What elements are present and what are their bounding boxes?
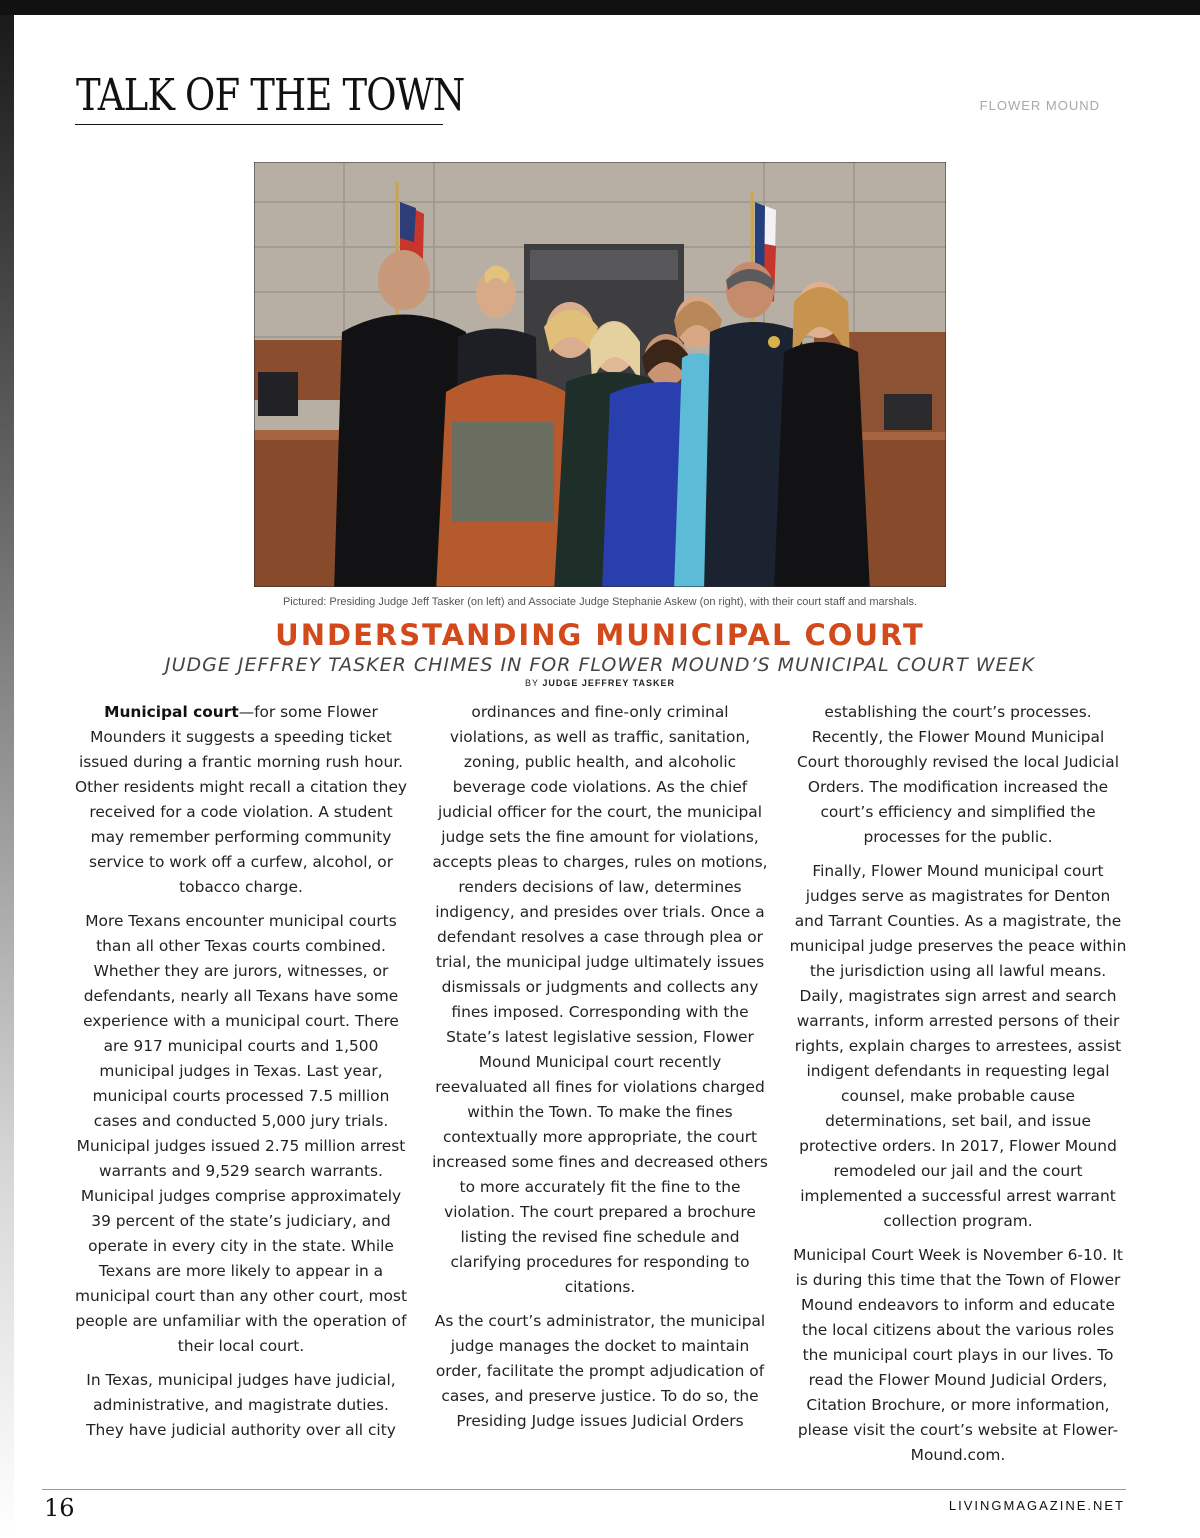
- paragraph-3: In Texas, municipal judges have judicial, administrative, and magistrate duties. They have judicial authority over all city: [86, 1371, 396, 1439]
- footer-website: LIVINGMAGAZINE.NET: [948, 1498, 1125, 1513]
- byline-author: JUDGE JEFFREY TASKER: [542, 678, 676, 688]
- paragraph-4: As the court’s administrator, the municipal judge manages the docket to maintain order, facilitate the prompt adjudication of cases, and preserve justice. To do so, the Presiding Judge issues Judicial Orders: [434, 1312, 766, 1430]
- title-underline: [75, 124, 443, 125]
- article-headline: UNDERSTANDING MUNICIPAL COURT: [275, 618, 925, 652]
- paragraph-5: Finally, Flower Mound municipal court judges serve as magistrates for Denton and Tarrant Counties. As a magistrate, the municipal judge preserves the peace within the jurisdiction using all lawful means. Daily, magistrates sign arrest and search warrants, inform arrested persons of their rights, explain charges to arrestees, assist indigent defendants in requesting legal counsel, make probable cause determinations, set bail, and issue protective orders. In 2017, Flower Mound remodeled our jail and the court implemented a successful arrest warrant collection program.: [789, 862, 1127, 1230]
- paragraph-1-body: —for some Flower Mounders it suggests a speeding ticket issued during a frantic morning rush hour. Other residents might recall a citation they received for a code violation. A student may remember performing community service to work off a curfew, alcohol, or tobacco charge.: [74, 703, 408, 896]
- article-column-1: [72, 700, 410, 1452]
- top-border: [0, 0, 1200, 15]
- byline-prefix: BY: [524, 678, 539, 688]
- footer-rule: [42, 1489, 1126, 1490]
- edition-label: FLOWER MOUND: [979, 98, 1100, 113]
- court-staff-photo: [254, 162, 946, 587]
- paragraph-6: Municipal Court Week is November 6-10. It is during this time that the Town of Flower Mound endeavors to inform and educate the local citizens about the various roles the municipal court plays in our lives. To read the Flower Mound Judicial Orders, Citation Brochure, or more information, please visit the court’s website at Flower-Mound.com.: [793, 1246, 1123, 1464]
- paragraph-continued: ordinances and fine-only criminal violations, as well as traffic, sanitation, zoning, public health, and alcoholic beverage code violations. As the chief judicial officer for the court, the municipal judge sets the fine amount for violations, accepts pleas to charges, rules on motions, renders decisions of law, determines indigency, and presides over trials. Once a defendant resolves a case through plea or trial, the municipal judge ultimately issues dismissals or judgments and collects any fines imposed. Corresponding with the State’s latest legislative session, Flower Mound Municipal court recently reevaluated all fines for violations charged within the Town. To make the fines contextually more appropriate, the court increased some fines and decreased others to more accurately fit the fine to the violation. The court prepared a brochure listing the revised fine schedule and clarifying procedures for responding to citations.: [432, 703, 768, 1296]
- page-edge-shadow: [0, 15, 14, 1538]
- lead-in: Municipal court: [104, 703, 239, 721]
- section-title: TALK OF THE TOWN: [76, 70, 465, 121]
- paragraph-continued: establishing the court’s processes. Recently, the Flower Mound Municipal Court thoroughly revised the local Judicial Orders. The modification increased the court’s efficiency and simplified the processes for the public.: [796, 703, 1119, 846]
- article-column-3: [789, 700, 1127, 1477]
- paragraph-1: [72, 700, 410, 900]
- page-number: 16: [44, 1494, 75, 1522]
- article-subheadline: JUDGE JEFFREY TASKER CHIMES IN FOR FLOWER MOUND’S MUNICIPAL COURT WEEK: [165, 654, 1035, 676]
- byline: [0, 678, 1200, 688]
- article-column-2: [431, 700, 769, 1443]
- paragraph-2: More Texans encounter municipal courts than all other Texas courts combined. Whether they are jurors, witnesses, or defendants, nearly all Texans have some experience with a municipal court. There are 917 municipal courts and 1,500 municipal judges in Texas. Last year, municipal courts processed 7.5 million cases and conducted 5,000 jury trials. Municipal judges issued 2.75 million arrest warrants and 9,529 search warrants. Municipal judges comprise approximately 39 percent of the state’s judiciary, and operate in every city in the state. While Texans are more likely to appear in a municipal court than any other court, most people are unfamiliar with the operation of their local court.: [75, 912, 407, 1355]
- photo-caption: Pictured: Presiding Judge Jeff Tasker (on left) and Associate Judge Stephanie Askew (on right), with their court staff and marshals.: [282, 596, 918, 608]
